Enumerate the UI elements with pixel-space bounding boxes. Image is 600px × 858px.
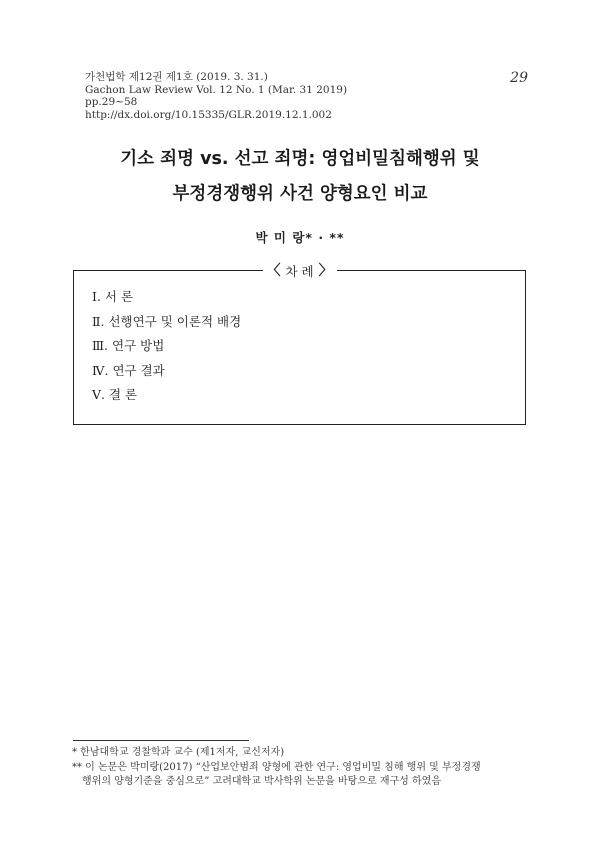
toc-list [92, 285, 241, 408]
table-of-contents [73, 263, 526, 425]
toc-item-number: Ⅱ. [92, 313, 105, 329]
journal-info-korean: 가천법학 제12권 제1호 (2019. 3. 31.) [85, 71, 268, 83]
toc-item-introduction[interactable] [92, 285, 241, 310]
toc-item-label: 결 론 [109, 387, 138, 402]
toc-item-number: Ⅲ. [92, 338, 109, 353]
footnote-source-line-1: ** 이 논문은 박미랑(2017) “산업보안범죄 양형에 관한 연구: 영업비밀 침해 행위 및 부정경쟁 [72, 761, 481, 773]
footnotes [72, 746, 542, 790]
toc-item-results[interactable] [92, 359, 241, 384]
toc-item-literature-review[interactable] [92, 310, 241, 335]
toc-item-number: Ⅴ. [92, 387, 106, 402]
toc-item-method[interactable] [92, 334, 241, 359]
footnote-divider [73, 740, 249, 741]
toc-item-label: 선행연구 및 이론적 배경 [108, 313, 242, 329]
doi-link[interactable]: http://dx.doi.org/10.15335/GLR.2019.12.1.002 [85, 108, 332, 121]
toc-item-number: Ⅰ. [92, 289, 101, 304]
paper-title-line-2: 부정경쟁행위 사건 양형요인 비교 [172, 184, 428, 204]
page-number: 29 [510, 70, 528, 86]
chevron-left-icon: 〈 [266, 263, 281, 279]
author-name: 박 미 랑* · ** [255, 230, 345, 245]
toc-heading-label: 차 례 [285, 264, 314, 279]
toc-item-conclusion[interactable] [92, 383, 241, 408]
paper-title-line-1: 기소 죄명 vs. 선고 죄명: 영업비밀침해행위 및 [120, 149, 480, 169]
journal-header [85, 71, 530, 121]
footnote-source-line-2: 행위의 양형기준을 중심으로” 고려대학교 박사학위 논문을 바탕으로 재구성 하였음 [82, 776, 441, 787]
toc-item-label: 연구 방법 [112, 338, 165, 353]
toc-item-number: Ⅳ. [92, 362, 109, 378]
toc-heading [262, 262, 336, 280]
chevron-right-icon: 〉 [318, 263, 333, 279]
journal-info-english: Gachon Law Review Vol. 12 No. 1 (Mar. 31 2019) [85, 83, 348, 96]
page-range: pp.29~58 [85, 96, 138, 108]
footnote-author-affiliation: * 한남대학교 경찰학과 교수 (제1저자, 교신저자) [72, 747, 285, 758]
toc-item-label: 서 론 [104, 289, 134, 304]
toc-item-label: 연구 결과 [112, 362, 165, 378]
